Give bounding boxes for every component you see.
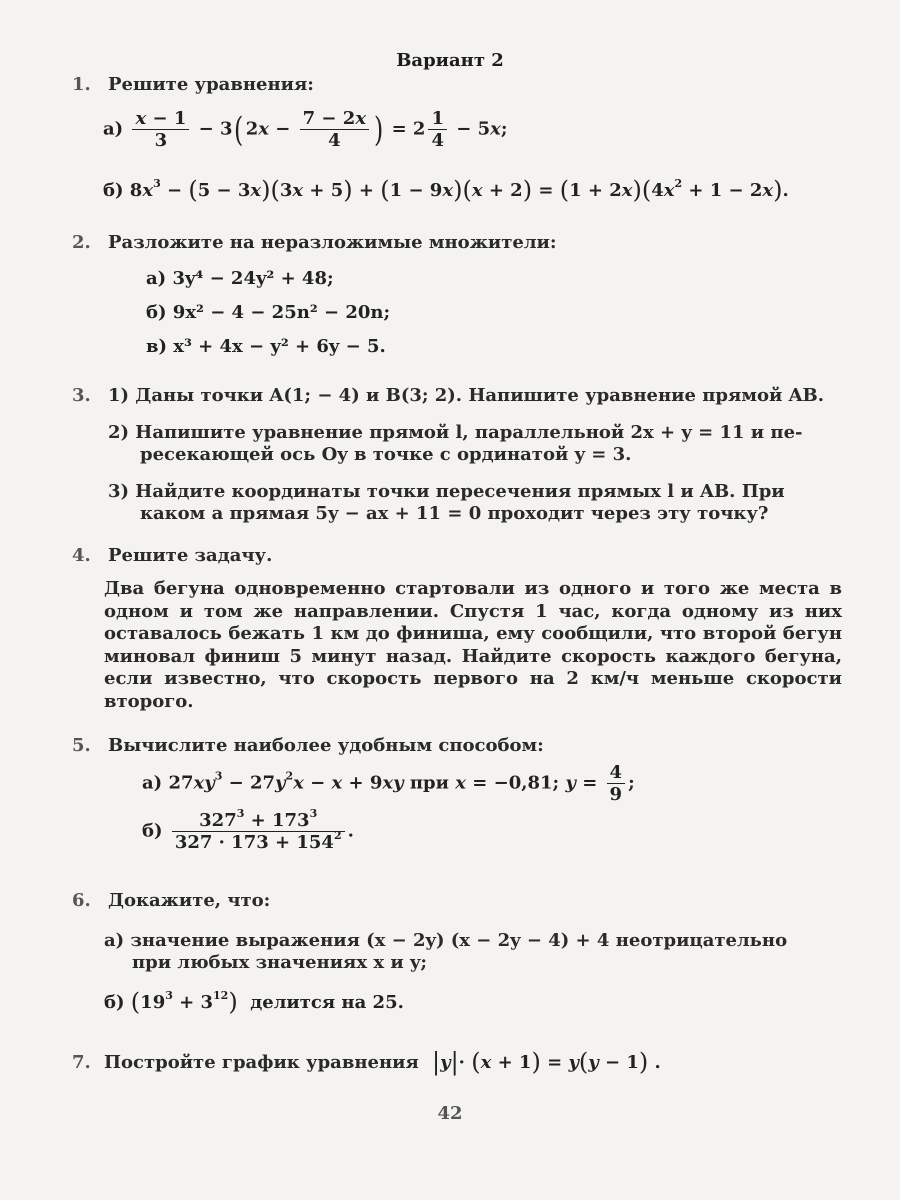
task-7-number: 7.	[72, 1052, 91, 1073]
task-7-equation: |y|· (x + 1) = y(y − 1) .	[432, 1048, 661, 1076]
task-5a-expression: а) $27xy^3 - 27y^2x - x + 9xy$ при x = −0,81; y = $\frac{4}{9}$ ;	[142, 762, 635, 805]
task-6b-suffix: делится на 25.	[250, 992, 404, 1013]
task-6a-line-2: при любых значениях x и y;	[132, 952, 428, 973]
task-2b: б) 9x² − 4 − 25n² − 20n;	[146, 302, 391, 323]
page-title: Вариант 2	[396, 50, 504, 71]
task-5a-label: а)	[142, 772, 163, 794]
task-1b-equation: б) $8x^3 - (5 - 3x)(3x + 5) + (1 - 9x)(x + 2) = (1 + 2x)(4x^2 + 1 - 2x)$.	[103, 176, 789, 204]
task-1-number: 1.	[72, 74, 91, 95]
task-2a: а) 3y⁴ − 24y² + 48;	[146, 268, 334, 289]
task-6-text: Докажите, что:	[108, 890, 271, 911]
task-6b: б) $(19^3 + 3^{12})$ делится на 25.	[104, 988, 404, 1016]
task-3-part-2-line-1: 2) Напишите уравнение прямой l, параллельной 2x + y = 11 и пе-	[108, 422, 803, 443]
task-2-number: 2.	[72, 232, 91, 253]
task-5-text: Вычислите наиболее удобным способом:	[108, 735, 544, 756]
task-1b-label: б)	[103, 180, 124, 201]
task-1a-equation: а) $\frac{x - 1}{3}$ − 3( 2x − $\frac{7 - 2x}{4}$ ) = 2 $\frac{1}{4}$ − 5x;	[103, 108, 508, 151]
task-2-text: Разложите на неразложимые множители:	[108, 232, 557, 253]
task-2c: в) x³ + 4x − y² + 6y − 5.	[146, 336, 386, 357]
task-7-text: Постройте график уравнения	[104, 1052, 419, 1073]
task-4-paragraph: Два бегуна одновременно стартовали из одного и того же места в одном и том же направлении. Спустя 1 час, когда одному из них оставалось бежать 1 км до финиша, ему сообщили, что второй бегун миновал финиш 5 минут назад. Найдите скорость каждого бегуна, если известно, что скорость первого на 2 км/ч меньше скорости второго.	[104, 578, 842, 712]
task-5b-label: б)	[142, 820, 163, 842]
task-3-number: 3.	[72, 385, 91, 406]
task-6-number: 6.	[72, 890, 91, 911]
page-number: 42	[437, 1103, 463, 1124]
task-3-part-2-line-2: ресекающей ось Oy в точке с ординатой y = 3.	[140, 444, 632, 465]
task-4-number: 4.	[72, 545, 91, 566]
task-6a-line-1: а) значение выражения (x − 2y) (x − 2y − 4) + 4 неотрицательно	[104, 930, 788, 951]
task-1a-label: а)	[103, 118, 124, 140]
task-1-text: Решите уравнения:	[108, 74, 314, 95]
task-3-part-3-line-1: 3) Найдите координаты точки пересечения прямых l и AB. При	[108, 481, 785, 502]
task-3-part-3-line-2: каком a прямая 5y − ax + 11 = 0 проходит через эту точку?	[140, 503, 769, 524]
task-5b-expression: б) $\frac{327^3 + 173^3}{327 \cdot 173 + 154^2}$ .	[142, 807, 354, 853]
task-5-number: 5.	[72, 735, 91, 756]
task-3-part-1: 1) Даны точки A(1; − 4) и B(3; 2). Напишите уравнение прямой AB.	[108, 385, 825, 406]
task-4-text: Решите задачу.	[108, 545, 273, 566]
